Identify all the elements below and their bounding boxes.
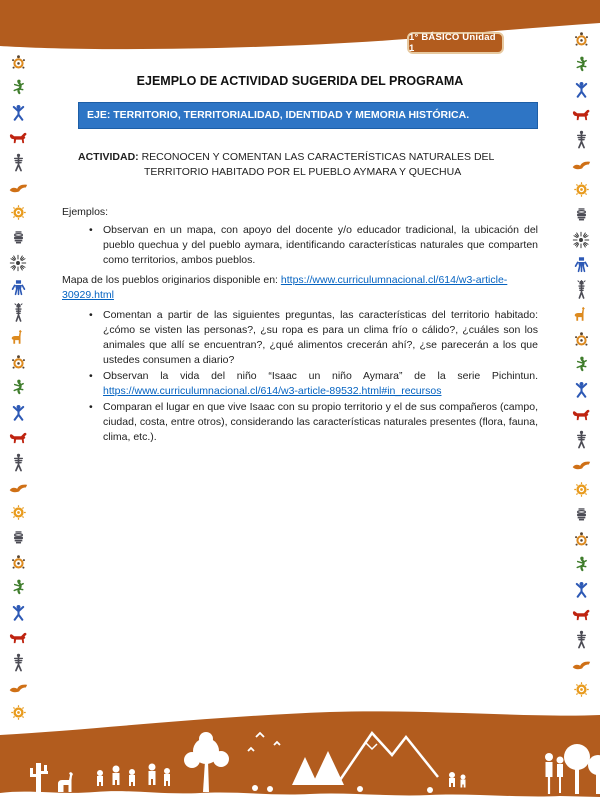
lizard-icon	[8, 579, 28, 596]
bullet-observan-video-text: Observan la vida del niño “Isaac un niño Aymara” de la serie Pichintun.	[103, 370, 538, 382]
bottom-landscape-illustration	[0, 705, 600, 800]
pot-icon	[571, 206, 591, 223]
fox-icon	[8, 629, 28, 646]
person-blue-icon	[571, 81, 591, 98]
actividad-text: RECONOCEN Y COMENTAN LAS CARACTERÍSTICAS NATURALES DEL TERRITORIO HABITADO POR EL PUEBLO AYMARA Y QUECHUA	[138, 151, 494, 178]
eje-banner	[78, 102, 538, 129]
right-icon-border	[571, 31, 591, 698]
bullet-comparan-lugar: • Comparan el lugar en que vive Isaac con su propio territorio y el de sus compañeros (campo, ciudad, costa, entre otros), considerando las características naturales presentes (flora, fauna, clima, etc.).	[88, 400, 538, 445]
person-gray-2-icon	[8, 304, 28, 321]
mapa-link[interactable]: https://www.curriculumnacional.cl/614/w3-article-30929.html	[62, 274, 508, 301]
lizard-icon	[571, 356, 591, 373]
person-blue-icon	[571, 381, 591, 398]
llama-icon	[571, 306, 591, 323]
mapa-paragraph	[62, 273, 538, 303]
bullet-list-2	[88, 308, 538, 445]
lizard-icon	[571, 56, 591, 73]
fox-icon	[8, 429, 28, 446]
pot-icon	[8, 529, 28, 546]
unit-badge-label: 1° BÁSICO Unidad 1	[409, 32, 496, 54]
condor-icon	[571, 156, 591, 173]
person-gray-icon	[571, 631, 591, 648]
sun-icon	[571, 481, 591, 498]
person-blue-icon	[8, 604, 28, 621]
bullet-list-1	[88, 223, 538, 268]
person-blue-2-icon	[571, 256, 591, 273]
turtle-icon	[8, 354, 28, 371]
fox-icon	[571, 406, 591, 423]
sun-icon	[571, 181, 591, 198]
condor-icon	[8, 179, 28, 196]
unit-badge	[407, 32, 504, 54]
condor-icon	[571, 656, 591, 673]
bullet-observan-video	[88, 369, 538, 399]
person-blue-icon	[8, 404, 28, 421]
bullet-observan-mapa: • Observan en un mapa, con apoyo del docente y/o educador tradicional, la ubicación del pueblo quechua y del pueblo aymara, identificando características naturales que comparten como territorios, ambos pueblos.	[88, 223, 538, 268]
turtle-icon	[8, 54, 28, 71]
pot-icon	[8, 229, 28, 246]
condor-icon	[8, 479, 28, 496]
person-gray-2-icon	[571, 281, 591, 298]
fox-icon	[571, 106, 591, 123]
sun-icon	[571, 681, 591, 698]
ejemplos-label: Ejemplos:	[62, 206, 109, 218]
person-blue-icon	[8, 104, 28, 121]
page-title: EJEMPLO DE ACTIVIDAD SUGERIDA DEL PROGRAMA	[136, 74, 464, 88]
condor-icon	[571, 456, 591, 473]
lizard-icon	[571, 556, 591, 573]
lizard-icon	[8, 379, 28, 396]
actividad-paragraph	[78, 150, 538, 180]
fox-icon	[571, 606, 591, 623]
person-gray-icon	[8, 154, 28, 171]
eje-banner-text: EJE: TERRITORIO, TERRITORIALIDAD, IDENTIDAD Y MEMORIA HISTÓRICA.	[87, 109, 470, 121]
person-blue-icon	[571, 581, 591, 598]
document-content	[62, 74, 538, 445]
top-wave-decoration	[0, 0, 600, 52]
sun-icon	[8, 504, 28, 521]
mapa-prefix: Mapa de los pueblos originarios disponible en:	[62, 274, 281, 286]
left-icon-border	[8, 54, 28, 721]
condor-icon	[8, 679, 28, 696]
pot-icon	[571, 506, 591, 523]
turtle-icon	[8, 554, 28, 571]
video-link[interactable]: https://www.curriculumnacional.cl/614/w3-article-89532.html#in_recursos	[103, 385, 442, 397]
person-gray-icon	[8, 454, 28, 471]
person-blue-2-icon	[8, 279, 28, 296]
bullet-comentan-preguntas: • Comentan a partir de las siguientes preguntas, las características del territorio habitado: ¿cómo se visten las personas?, ¿su ropa es para un clima frío o cálido?, ¿cuáles son los animales que allí se encuentran?, ¿qué alimentos crecerán ahí?, ¿se parecerán a los que ustedes consumen a diario?	[88, 308, 538, 368]
actividad-label: ACTIVIDAD:	[78, 151, 139, 163]
turtle-icon	[571, 331, 591, 348]
sun-icon	[8, 204, 28, 221]
fox-icon	[8, 129, 28, 146]
lizard-icon	[8, 79, 28, 96]
person-gray-icon	[8, 654, 28, 671]
person-gray-icon	[571, 431, 591, 448]
person-gray-icon	[571, 131, 591, 148]
llama-icon	[8, 329, 28, 346]
turtle-icon	[571, 531, 591, 548]
turtle-icon	[571, 31, 591, 48]
starburst-icon	[8, 254, 28, 271]
starburst-icon	[571, 231, 591, 248]
